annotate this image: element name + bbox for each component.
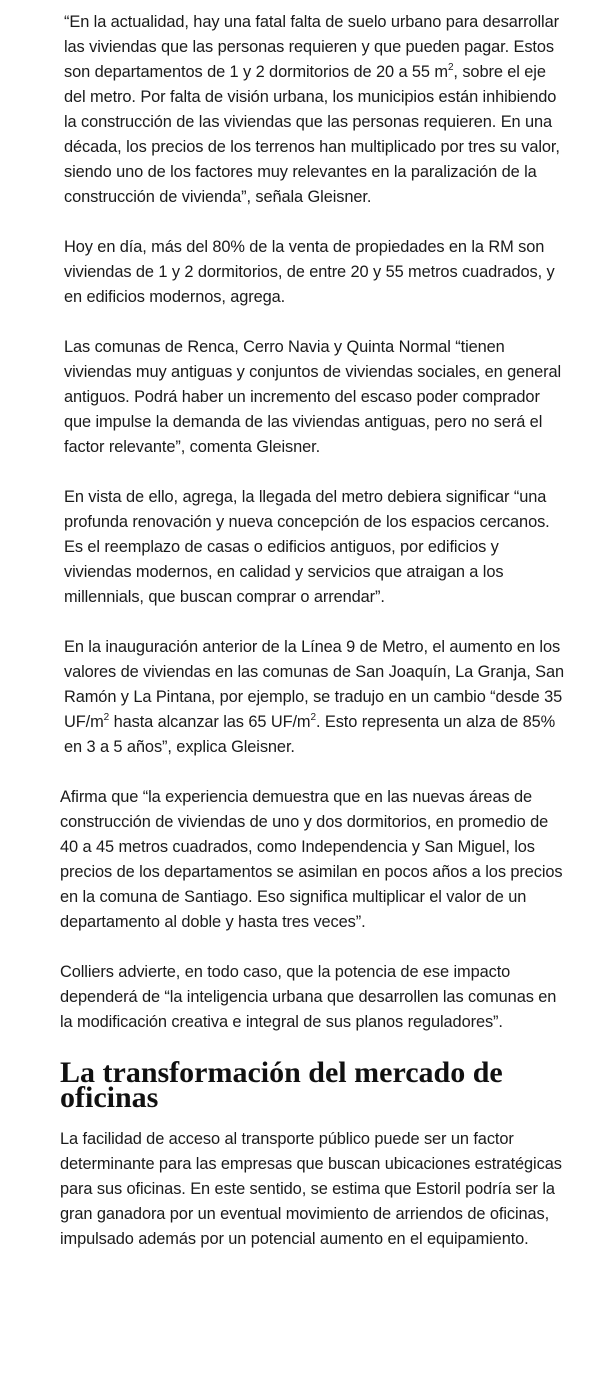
p5-text-c: . Esto representa un alza de 85% en 3 a 5 años”, explica Gleisner.	[64, 713, 556, 756]
p5-superscript-2: 2	[310, 712, 316, 723]
paragraph-land-shortage	[64, 0, 570, 210]
p5-text-a: En la inauguración anterior de la Línea 9 de Metro, el aumento en los valores de viviendas en las comunas de San Joaquín, La Granja, San Ramón y La Pintana, por ejemplo, se tradujo en un cambio “desde 35 UF/m	[64, 638, 565, 731]
p1-text-b: , sobre el eje del metro. Por falta de visión urbana, los municipios están inhibiendo la construcción de las viviendas que las personas requieren. En una década, los precios de los terrenos han multiplicado por tres su valor, siendo uno de los factores muy relevantes en la paralización de la construcción de vivienda”, señala Gleisner.	[64, 63, 560, 206]
paragraph-sales-share: Hoy en día, más del 80% de la venta de propiedades en la RM son viviendas de 1 y 2 dormitorios, de entre 20 y 55 metros cuadrados, y en edificios modernos, agrega.	[64, 238, 555, 306]
paragraph-renewal: En vista de ello, agrega, la llegada del metro debiera significar “una profunda renovación y nueva concepción de los espacios cercanos. Es el reemplazo de casas o edificios antiguos, por edificios y viviendas modernos, en calidad y servicios que atraigan a los millennials, que buscan comprar o arrendar”.	[64, 488, 550, 606]
main-section	[0, 785, 610, 1252]
paragraph-line-9	[64, 635, 570, 760]
p1-superscript: 2	[447, 62, 454, 73]
paragraph-experience: Afirma que “la experiencia demuestra que en las nuevas áreas de construcción de viviendas de uno y dos dormitorios, en promedio de 40 a 45 metros cuadrados, como Independencia y San Miguel, los precios de los departamentos se asimilan en pocos años a los precios en la comuna de Santiago. Eso significa multiplicar el valor de un departamento al doble y hasta tres veces”.	[60, 788, 563, 931]
p5-text-b: hasta alcanzar las 65 UF/m	[109, 713, 311, 731]
p5-superscript-1: 2	[103, 712, 110, 723]
paragraph-colliers: Colliers advierte, en todo caso, que la potencia de ese impacto dependerá de “la inteligencia urbana que desarrollen las comunas en la modificación creativa e integral de sus planos reguladores”.	[60, 963, 557, 1031]
p1-text-a: “En la actualidad, hay una fatal falta de suelo urbano para desarrollar las viviendas que las personas requieren y que pueden pagar. Estos son departamentos de 1 y 2 dormitorios de 20 a 55 m	[64, 13, 559, 81]
section-heading: La transformación del mercado de oficinas	[60, 1056, 503, 1114]
paragraph-offices: La facilidad de acceso al transporte público puede ser un factor determinante para las empresas que buscan ubicaciones estratégicas para sus oficinas. En este sentido, se estima que Estoril podría ser la gran ganadora por un eventual movimiento de arriendos de oficinas, impulsado además por un potencial aumento en el equipamiento.	[60, 1130, 562, 1248]
paragraph-communes: Las comunas de Renca, Cerro Navia y Quinta Normal “tienen viviendas muy antiguas y conjuntos de viviendas sociales, en general antiguos. Podrá haber un incremento del escaso poder comprador que impulse la demanda de las viviendas antiguas, pero no será el factor relevante”, comenta Gleisner.	[64, 338, 562, 456]
